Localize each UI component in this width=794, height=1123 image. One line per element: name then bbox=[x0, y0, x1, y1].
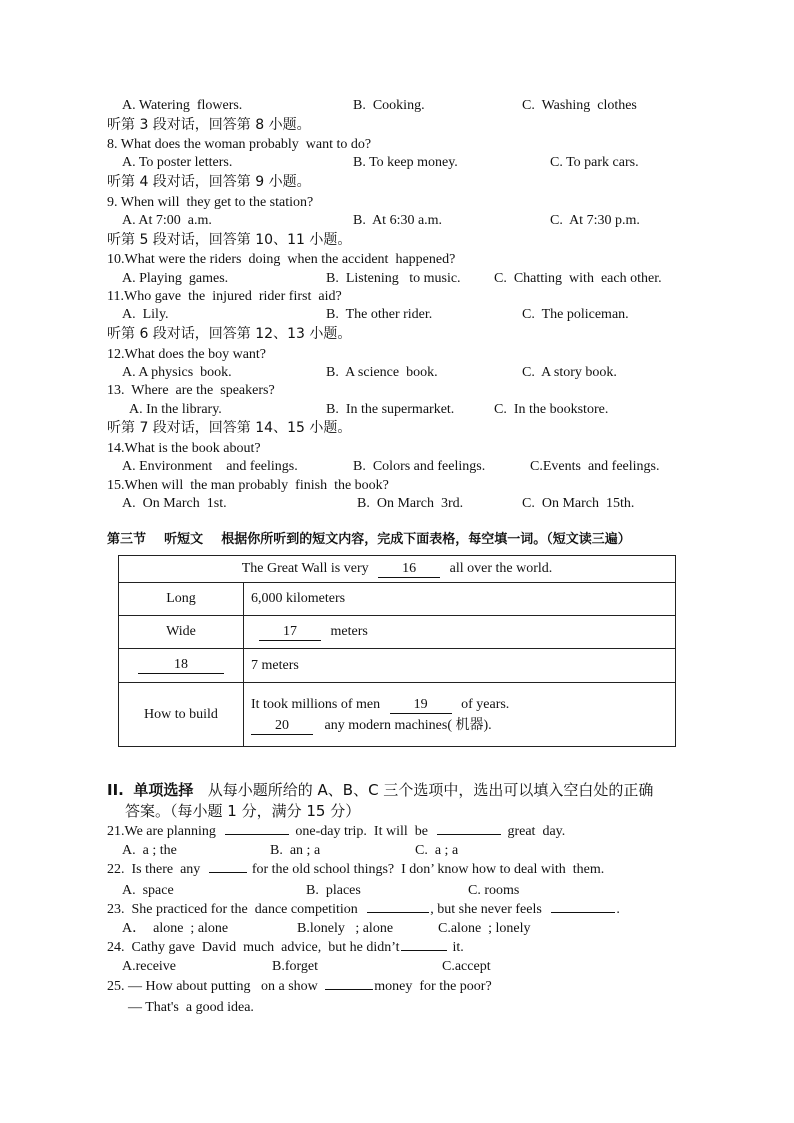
q12-option-b: B. A science book. bbox=[326, 365, 438, 380]
part2-heading bbox=[107, 781, 653, 799]
build-line-1-after: of years. bbox=[461, 696, 510, 712]
q12-option-c: C. A story book. bbox=[522, 365, 617, 380]
table-title-row bbox=[119, 556, 676, 583]
section-instruction-7: 听第 7 段对话，回答第 14、15 小题。 bbox=[107, 420, 352, 436]
q25-stem-before: 25. — How about putting on a show bbox=[107, 979, 318, 994]
q24-stem bbox=[107, 939, 464, 957]
q8-stem: 8. What does the woman probably want to do? bbox=[107, 137, 372, 152]
q9-option-c: C. At 7:30 p.m. bbox=[550, 213, 640, 228]
q10-option-a: A. Playing games. bbox=[122, 271, 229, 286]
part2-instruction: 从每小题所给的 A、B、C 三个选项中，选出可以填入空白处的正确 bbox=[207, 781, 654, 799]
q21-blank-2[interactable] bbox=[437, 834, 501, 835]
label-build: How to build bbox=[119, 683, 244, 747]
part2-num: II. bbox=[107, 781, 124, 799]
build-line-2-after: any modern machines( 机器). bbox=[324, 717, 492, 733]
q24-option-c: C.accept bbox=[442, 959, 491, 974]
q10-option-b: B. Listening to music. bbox=[326, 271, 461, 286]
section3-heading: 第三节 听短文 根据你所听到的短文内容，完成下面表格，每空填一词。（短文读三遍） bbox=[107, 532, 631, 547]
q25-stem bbox=[107, 978, 492, 996]
table-row-build bbox=[119, 683, 676, 747]
q22-stem bbox=[107, 861, 604, 879]
q11-option-b: B. The other rider. bbox=[326, 307, 433, 322]
table-title-after: all over the world. bbox=[449, 560, 553, 576]
section-instruction-5: 听第 5 段对话，回答第 10、11 小题。 bbox=[107, 232, 352, 248]
table-row-wide bbox=[119, 616, 676, 649]
q15-stem: 15.When will the man probably finish the book? bbox=[107, 478, 389, 493]
value-18: 7 meters bbox=[244, 649, 676, 683]
blank-16[interactable]: 16 bbox=[378, 561, 440, 578]
q23-option-b: B.lonely ; alone bbox=[297, 921, 394, 936]
build-line-1-before: It took millions of men bbox=[251, 696, 381, 712]
q23-option-a: A． alone ; alone bbox=[122, 921, 229, 936]
q21-option-b: B. an ; a bbox=[270, 843, 321, 858]
wide-unit: meters bbox=[330, 623, 368, 639]
q7-option-b: B. Cooking. bbox=[353, 98, 425, 113]
blank-17[interactable]: 17 bbox=[259, 624, 321, 641]
q23-blank-1[interactable] bbox=[367, 912, 429, 913]
q21-stem-mid: one-day trip. It will be bbox=[295, 824, 428, 839]
q21-option-a: A. a ; the bbox=[122, 843, 177, 858]
q23-blank-2[interactable] bbox=[551, 912, 615, 913]
q13-stem: 13. Where are the speakers? bbox=[107, 383, 275, 398]
q22-option-b: B. places bbox=[306, 883, 361, 898]
part2-title: 单项选择 bbox=[133, 781, 194, 799]
q13-option-c: C. In the bookstore. bbox=[494, 402, 609, 417]
q13-option-b: B. In the supermarket. bbox=[326, 402, 455, 417]
q25-stem-after: money for the poor? bbox=[374, 979, 492, 994]
section-instruction-3: 听第 3 段对话，回答第 8 小题。 bbox=[107, 117, 311, 133]
q10-stem: 10.What were the riders doing when the accident happened? bbox=[107, 252, 456, 267]
q14-option-c: C.Events and feelings. bbox=[530, 459, 660, 474]
q24-option-a: A.receive bbox=[122, 959, 177, 974]
q8-option-c: C. To park cars. bbox=[550, 155, 639, 170]
q9-option-b: B. At 6:30 a.m. bbox=[353, 213, 443, 228]
blank-19[interactable]: 19 bbox=[390, 697, 452, 714]
great-wall-table bbox=[118, 555, 676, 747]
q23-stem bbox=[107, 901, 620, 919]
table-title-before: The Great Wall is very bbox=[241, 560, 369, 576]
build-line-1 bbox=[251, 694, 668, 715]
q7-option-a: A. Watering flowers. bbox=[122, 98, 243, 113]
q10-option-c: C. Chatting with each other. bbox=[494, 271, 662, 286]
label-wide: Wide bbox=[119, 616, 244, 649]
label-long: Long bbox=[119, 583, 244, 616]
section-instruction-6: 听第 6 段对话，回答第 12、13 小题。 bbox=[107, 326, 352, 342]
blank-18[interactable]: 18 bbox=[138, 657, 224, 674]
q21-stem-before: 21.We are planning bbox=[107, 824, 216, 839]
table-row-18 bbox=[119, 649, 676, 683]
q9-stem: 9. When will they get to the station? bbox=[107, 195, 314, 210]
q13-option-a: A. In the library. bbox=[129, 402, 222, 417]
q24-option-b: B.forget bbox=[272, 959, 319, 974]
q15-option-b: B. On March 3rd. bbox=[357, 496, 464, 511]
q12-option-a: A. A physics book. bbox=[122, 365, 232, 380]
value-build bbox=[244, 683, 676, 747]
q23-stem-after: . bbox=[616, 902, 620, 917]
blank-20[interactable]: 20 bbox=[251, 718, 313, 735]
q21-blank-1[interactable] bbox=[225, 834, 289, 835]
value-wide bbox=[244, 616, 676, 649]
label-18-cell bbox=[119, 649, 244, 683]
q24-blank[interactable] bbox=[401, 950, 447, 951]
q11-option-c: C. The policeman. bbox=[522, 307, 629, 322]
part2-instruction-2: 答案。（每小题 1 分，满分 15 分） bbox=[125, 802, 361, 820]
q21-option-c: C. a ; a bbox=[415, 843, 459, 858]
q11-stem: 11.Who gave the injured rider first aid? bbox=[107, 289, 342, 304]
q9-option-a: A. At 7:00 a.m. bbox=[122, 213, 212, 228]
q8-option-b: B. To keep money. bbox=[353, 155, 458, 170]
q15-option-a: A. On March 1st. bbox=[122, 496, 227, 511]
table-row-long bbox=[119, 583, 676, 616]
q12-stem: 12.What does the boy want? bbox=[107, 347, 267, 362]
q22-option-c: C. rooms bbox=[468, 883, 520, 898]
q22-stem-before: 22. Is there any bbox=[107, 862, 201, 877]
table-title-cell bbox=[119, 556, 676, 583]
build-line-2 bbox=[251, 715, 668, 736]
q21-stem-after: great day. bbox=[507, 824, 566, 839]
q23-stem-mid: , but she never feels bbox=[430, 902, 542, 917]
q14-stem: 14.What is the book about? bbox=[107, 441, 261, 456]
q7-option-c: C. Washing clothes bbox=[522, 98, 637, 113]
q8-option-a: A. To poster letters. bbox=[122, 155, 233, 170]
q22-option-a: A. space bbox=[122, 883, 174, 898]
q23-stem-before: 23. She practiced for the dance competition bbox=[107, 902, 358, 917]
q14-option-b: B. Colors and feelings. bbox=[353, 459, 486, 474]
q24-stem-before: 24. Cathy gave David much advice, but he didn’t bbox=[107, 940, 400, 955]
q23-option-c: C.alone ; lonely bbox=[438, 921, 531, 936]
value-long: 6,000 kilometers bbox=[244, 583, 676, 616]
q14-option-a: A. Environment and feelings. bbox=[122, 459, 298, 474]
q22-blank[interactable] bbox=[209, 872, 247, 873]
q15-option-c: C. On March 15th. bbox=[522, 496, 635, 511]
section-instruction-4: 听第 4 段对话，回答第 9 小题。 bbox=[107, 174, 311, 190]
q21-stem bbox=[107, 823, 565, 841]
q25-blank[interactable] bbox=[325, 989, 373, 990]
q24-stem-after: it. bbox=[452, 940, 464, 955]
q11-option-a: A. Lily. bbox=[122, 307, 169, 322]
q25-reply: — That's a good idea. bbox=[128, 1000, 254, 1015]
q22-stem-after: for the old school things? I don’ know how to deal with them. bbox=[251, 862, 605, 877]
